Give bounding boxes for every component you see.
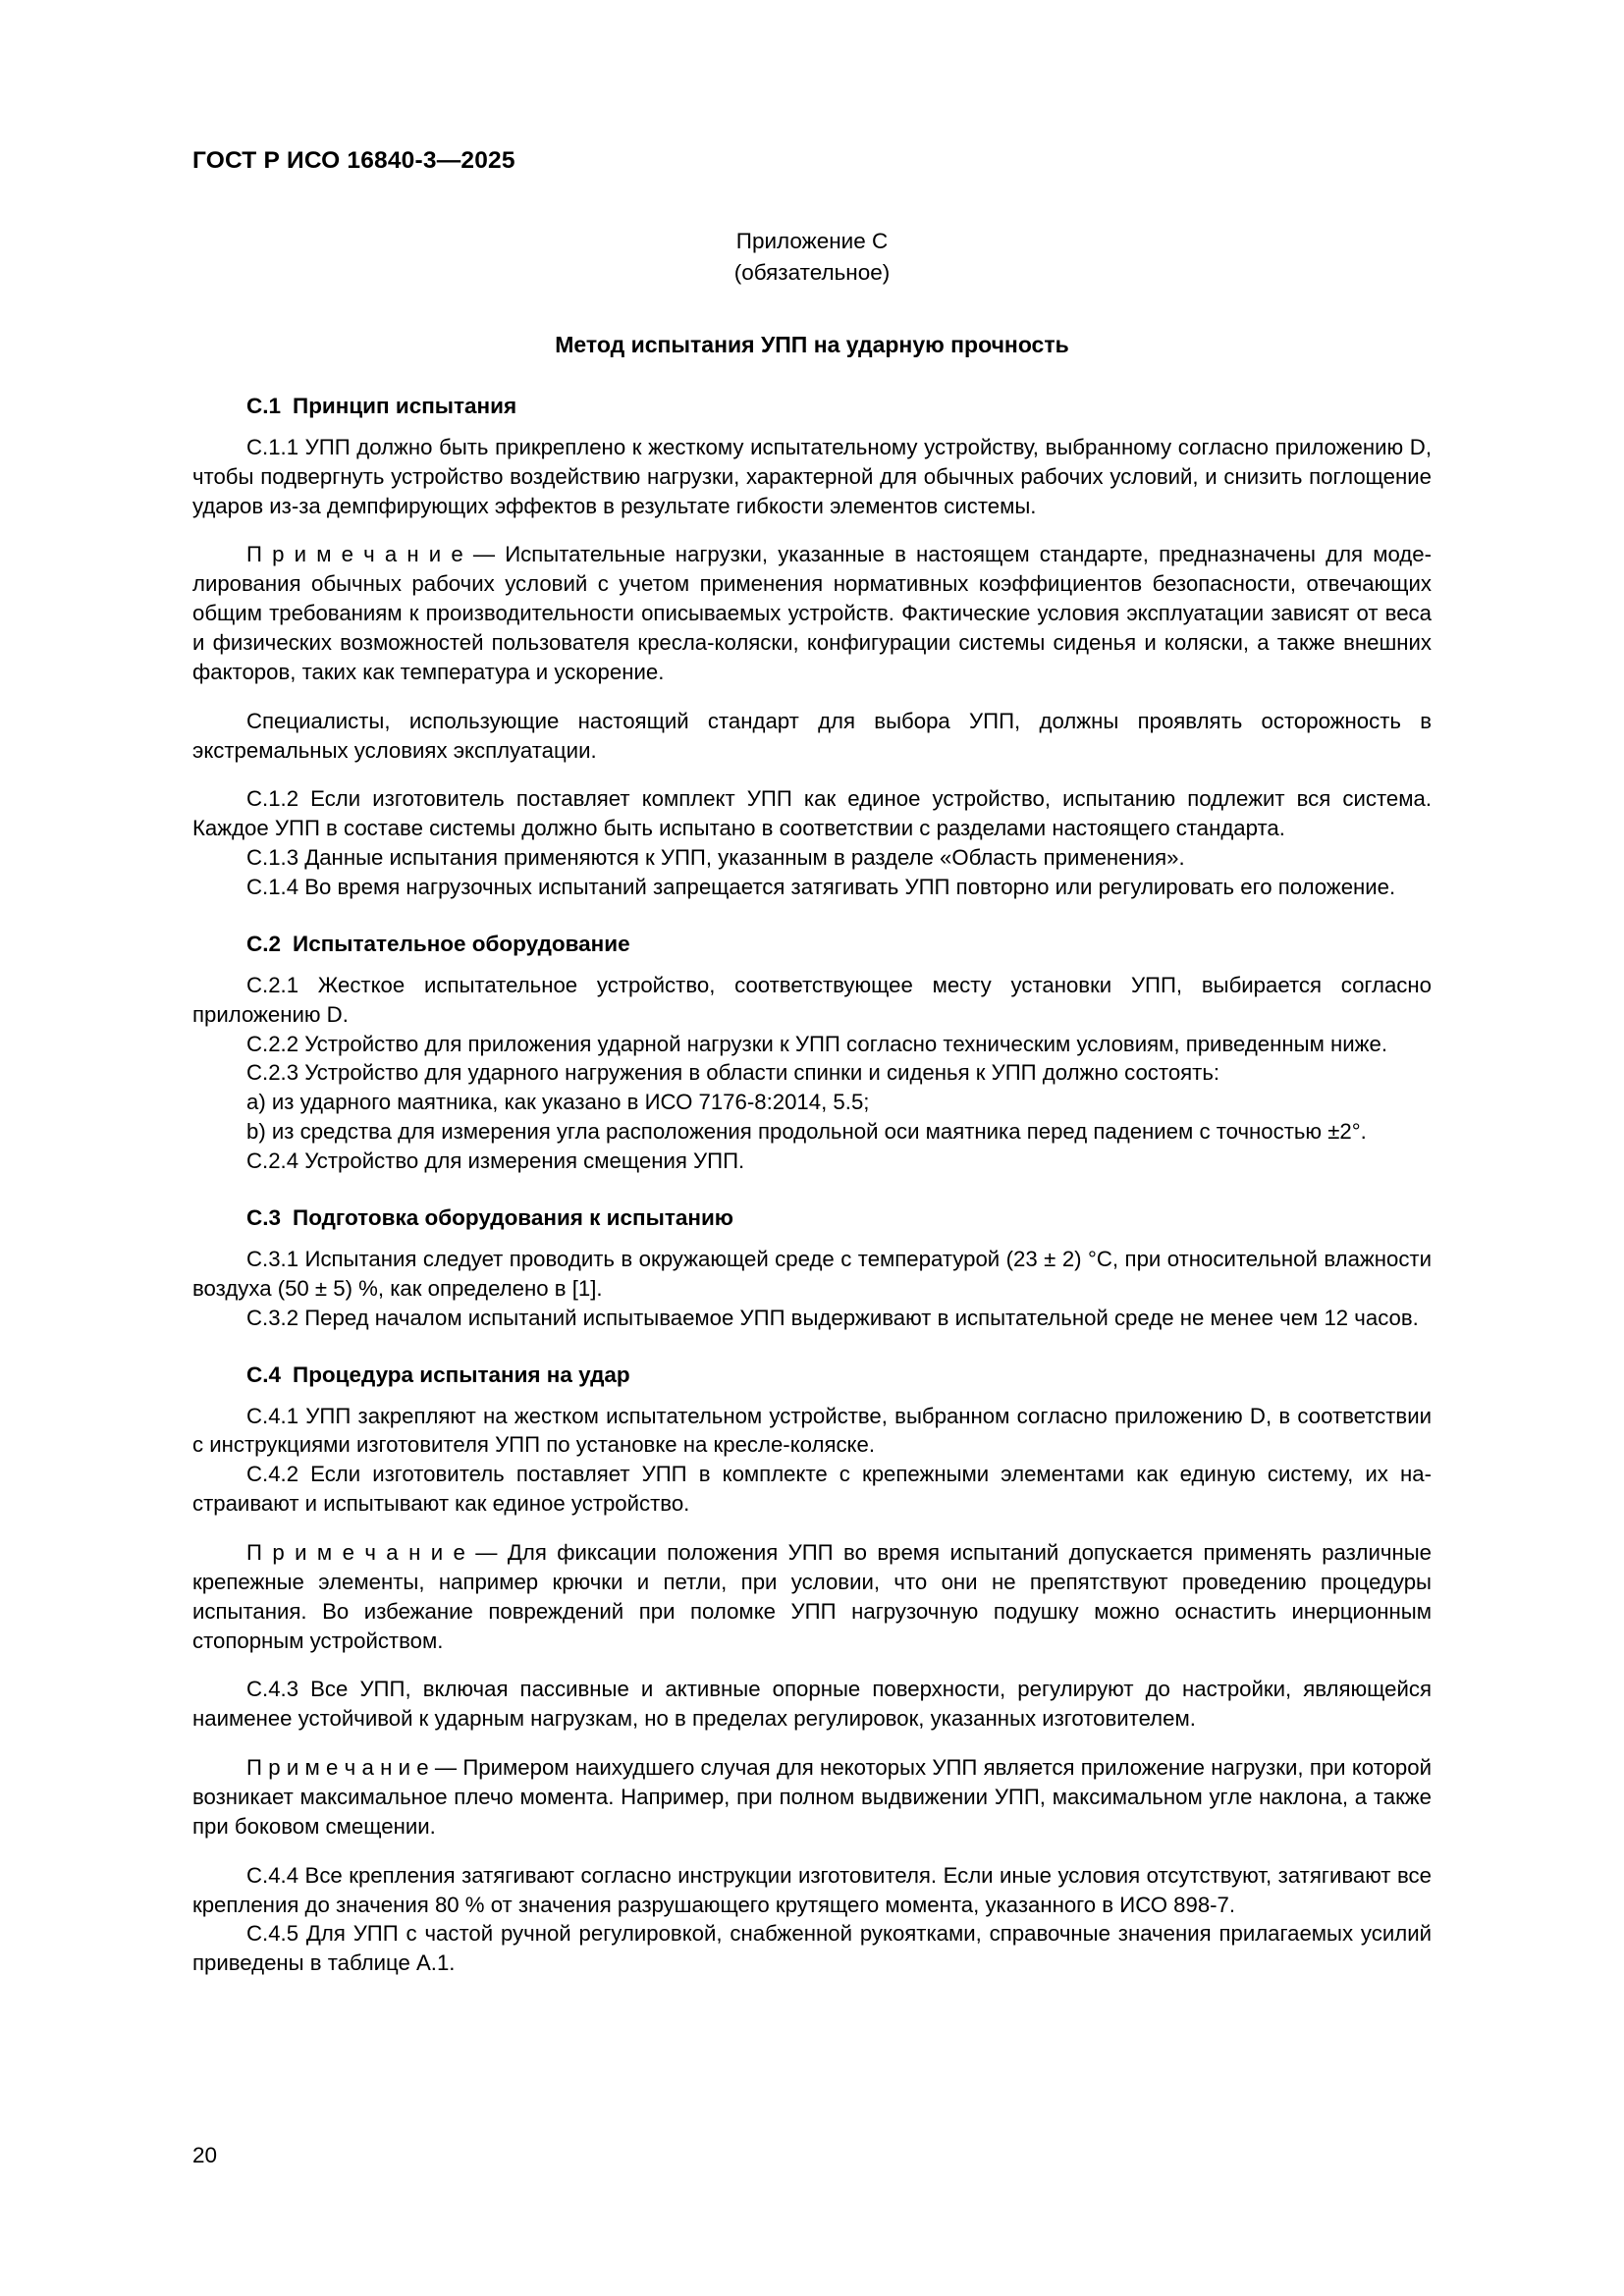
paragraph-c2-1: С.2.1 Жесткое испытательное устройство, соответствующее месту установки УПП, выбирается согласно приложению D. [192,972,1432,1027]
paragraph-c4-5: С.4.5 Для УПП с частой ручной регулировкой, снабженной рукоятками, справочные значения прилагаемых усилий приведены в таблице А.1. [192,1921,1432,1976]
section-c2-number: С.2 [246,931,282,956]
paragraph-c4-2: С.4.2 Если изготовитель поставляет УПП в комплекте с крепежными элементами как единую систему, их настраивают и испытывают как единое устройство. [192,1462,1432,1517]
section-c2-title: Испытательное оборудование [293,931,630,956]
paragraph-c1-3: С.1.3 Данные испытания применяются к УПП, указанным в разделе «Область применения». [246,845,1185,871]
section-c2 [192,932,1432,1176]
section-c3-title: Подготовка оборудования к испытанию [293,1204,733,1230]
paragraph-c3-1: С.3.1 Испытания следует проводить в окружающей среде с температурой (23 ± 2) °С, при относительной влажности воздуха (50 ± 5) %, как определено в [1]. [192,1246,1432,1301]
section-c1 [192,394,1432,902]
paragraph-c1-specialists: Специалисты, использующие настоящий стандарт для выбора УПП, должны проявлять осторожность в экстремальных условиях эксплуатации. [192,708,1432,763]
paragraph-c3-2: С.3.2 Перед началом испытаний испытываемое УПП выдерживают в испытательной среде не менее чем 12 часов. [246,1305,1419,1330]
annex-heading: Метод испытания УПП на ударную прочность [555,331,1069,357]
section-c1-number: С.1 [246,393,282,418]
note-c4-2: П р и м е ч а н и е — Для фиксации положения УПП во время испытаний допускается применять различные крепежные элементы, например крючки и петли, при условии, что они не препятствуют проведению процедуры испытания. Во избежание повреждений при поломке УПП нагрузочную подушку можно оснастить инерционным стопорным устройством. [192,1539,1432,1653]
paragraph-c1-2: С.1.2 Если изготовитель поставляет комплект УПП как единое устройство, испытанию подлежит вся система. Каждое УПП в составе системы должно быть испытано в соответствии с разделами настоящего стандарта. [192,786,1432,841]
paragraph-c4-3: С.4.3 Все УПП, включая пассивные и активные опорные поверхности, регулируют до настройки, являющейся наименее устойчивой к ударным нагрузкам, но в пределах регулировок, указанных изготовителем. [192,1677,1432,1732]
paragraph-c2-3-a: а) из ударного маятника, как указано в ИСО 7176-8:2014, 5.5; [246,1090,870,1115]
paragraph-c2-3-b: b) из средства для измерения угла расположения продольной оси маятника перед падением с точностью ±2°. [246,1119,1367,1145]
paragraph-c4-4: С.4.4 Все крепления затягивают согласно инструкции изготовителя. Если иные условия отсутствуют, затягивают все крепления до значения 80 % от значения разрушающего крутящего момента, указанного в ИСО 898-7. [192,1862,1432,1917]
page-header: ГОСТ Р ИСО 16840-3—2025 [192,147,515,174]
annex-title-line1: Приложение С [735,229,889,253]
section-c3-heading [192,1205,1432,1231]
paragraph-c2-4: С.2.4 Устройство для измерения смещения УПП. [246,1148,745,1174]
section-c4 [192,1362,1432,1979]
annex-title [192,226,1432,289]
note-c1-1: П р и м е ч а н и е — Испытательные нагрузки, указанные в настоящем стандарте, предназначены для моделирования обычных рабочих условий с учетом применения нормативных коэффициентов безопасности, отвечающих общим требованиям к производительности описываемых устройств. Фактические условия эксплуатации зависят от веса и физических возможностей пользователя кресла-коляски, конфигурации системы сиденья и коляски, а также внешних факторов, таких как температура и ускорение. [192,542,1432,684]
paragraph-c4-1: С.4.1 УПП закрепляют на жестком испытательном устройстве, выбранном согласно приложению D, в соответствии с инструкциями изготовителя УПП по установке на кресле-коляске. [192,1403,1432,1458]
section-c3-number: С.3 [246,1204,282,1230]
section-c1-title: Принцип испытания [293,393,517,418]
section-c4-number: С.4 [246,1362,282,1387]
page-number: 20 [192,2143,218,2167]
section-c2-heading [192,932,1432,957]
annex-title-line2: (обязательное) [733,259,891,285]
paragraph-c1-1: С.1.1 УПП должно быть прикреплено к жесткому испытательному устройству, выбранному согласно приложению D, чтобы подвергнуть устройство воздействию нагрузки, характерной для обычных рабочих условий, и снизить поглощение ударов из-за демпфирующих эффектов в результате гибкости элементов системы. [192,434,1432,518]
section-c1-heading [192,394,1432,419]
note-c4-3: П р и м е ч а н и е — Примером наихудшего случая для некоторых УПП является приложение нагрузки, при которой возникает максимальное плечо момента. Например, при полном выдвижении УПП, максимальном угле наклона, а также при боковом смещении. [192,1755,1432,1839]
paragraph-c1-4: С.1.4 Во время нагрузочных испытаний запрещается затягивать УПП повторно или регулировать его положение. [246,875,1396,900]
paragraph-c2-3: С.2.3 Устройство для ударного нагружения в области спинки и сиденья к УПП должно состоять: [246,1060,1220,1086]
paragraph-c2-2: С.2.2 Устройство для приложения ударной нагрузки к УПП согласно техническим условиям, приведенным ниже. [246,1031,1387,1056]
section-c4-heading [192,1362,1432,1388]
section-c4-title: Процедура испытания на удар [293,1362,630,1387]
section-c3 [192,1205,1432,1333]
